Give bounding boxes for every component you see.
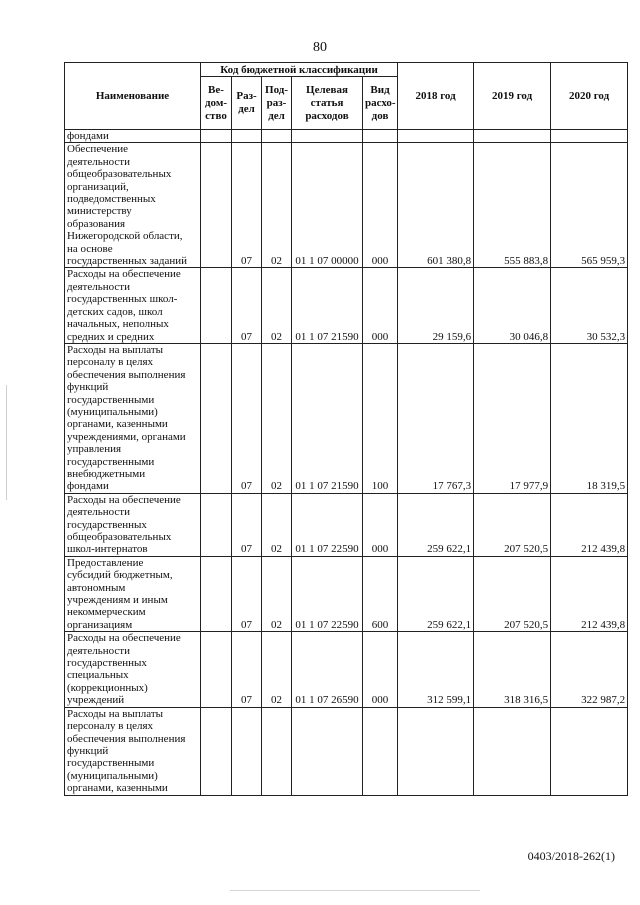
row-expense-type: 000 bbox=[363, 268, 398, 343]
header-expense-type: Вид расхо- дов bbox=[363, 77, 398, 130]
row-value-2018: 29 159,6 bbox=[398, 268, 474, 343]
row-razdel: 07 bbox=[232, 143, 262, 268]
table-row bbox=[65, 707, 628, 795]
row-value-2018: 17 767,3 bbox=[398, 343, 474, 493]
row-value-2019: 30 046,8 bbox=[474, 268, 551, 343]
table-row bbox=[65, 632, 628, 707]
row-target-article bbox=[292, 130, 363, 143]
row-name: Предоставление субсидий бюджетным, автономным учреждениям и иным некоммерческим организациям bbox=[65, 556, 201, 631]
row-value-2019: 207 520,5 bbox=[474, 493, 551, 556]
table-row bbox=[65, 556, 628, 631]
header-budget-classification: Код бюджетной классификации bbox=[201, 63, 398, 77]
row-podrazdel bbox=[262, 707, 292, 795]
row-value-2019: 207 520,5 bbox=[474, 556, 551, 631]
row-expense-type: 000 bbox=[363, 143, 398, 268]
document-code: 0403/2018-262(1) bbox=[527, 849, 615, 863]
row-name: Расходы на обеспечение деятельности государственных общеобразовательных школ-интернатов bbox=[65, 493, 201, 556]
row-podrazdel bbox=[262, 130, 292, 143]
header-vedomstvo: Ве- дом- ство bbox=[201, 77, 232, 130]
row-value-2018 bbox=[398, 707, 474, 795]
row-ved bbox=[201, 268, 232, 343]
row-value-2019: 555 883,8 bbox=[474, 143, 551, 268]
row-ved bbox=[201, 632, 232, 707]
row-podrazdel: 02 bbox=[262, 556, 292, 631]
header-podrazdel: Под- раз- дел bbox=[262, 77, 292, 130]
header-razdel: Раз- дел bbox=[232, 77, 262, 130]
header-year-2020: 2020 год bbox=[551, 63, 628, 130]
row-value-2019: 318 316,5 bbox=[474, 632, 551, 707]
row-value-2018: 259 622,1 bbox=[398, 556, 474, 631]
row-expense-type: 000 bbox=[363, 632, 398, 707]
scan-bottom-mark bbox=[230, 890, 480, 891]
row-podrazdel: 02 bbox=[262, 343, 292, 493]
header-name: Наименование bbox=[65, 63, 201, 130]
row-value-2020 bbox=[551, 707, 628, 795]
row-expense-type bbox=[363, 130, 398, 143]
row-value-2020 bbox=[551, 130, 628, 143]
header-year-2018: 2018 год bbox=[398, 63, 474, 130]
budget-table bbox=[64, 62, 628, 796]
row-name: Обеспечение деятельности общеобразовательных организаций, подведомственных министерству образования Нижегородской области, на основе государственных заданий bbox=[65, 143, 201, 268]
row-razdel: 07 bbox=[232, 556, 262, 631]
row-value-2020: 212 439,8 bbox=[551, 493, 628, 556]
row-podrazdel: 02 bbox=[262, 268, 292, 343]
header-year-2019: 2019 год bbox=[474, 63, 551, 130]
row-value-2020: 18 319,5 bbox=[551, 343, 628, 493]
row-razdel bbox=[232, 130, 262, 143]
row-expense-type: 600 bbox=[363, 556, 398, 631]
row-value-2018: 312 599,1 bbox=[398, 632, 474, 707]
row-target-article: 01 1 07 26590 bbox=[292, 632, 363, 707]
row-target-article: 01 1 07 21590 bbox=[292, 343, 363, 493]
row-value-2020: 322 987,2 bbox=[551, 632, 628, 707]
row-name: фондами bbox=[65, 130, 201, 143]
table-header bbox=[65, 63, 628, 130]
row-expense-type: 100 bbox=[363, 343, 398, 493]
row-ved bbox=[201, 556, 232, 631]
row-razdel: 07 bbox=[232, 632, 262, 707]
row-target-article: 01 1 07 21590 bbox=[292, 268, 363, 343]
row-value-2018: 601 380,8 bbox=[398, 143, 474, 268]
row-expense-type bbox=[363, 707, 398, 795]
table-row bbox=[65, 143, 628, 268]
row-value-2018 bbox=[398, 130, 474, 143]
row-value-2020: 212 439,8 bbox=[551, 556, 628, 631]
row-value-2020: 30 532,3 bbox=[551, 268, 628, 343]
table-row bbox=[65, 493, 628, 556]
row-expense-type: 000 bbox=[363, 493, 398, 556]
row-target-article bbox=[292, 707, 363, 795]
row-name: Расходы на обеспечение деятельности государственных школ- детских садов, школ начальных, неполных средних и средних bbox=[65, 268, 201, 343]
row-ved bbox=[201, 143, 232, 268]
row-ved bbox=[201, 343, 232, 493]
row-razdel bbox=[232, 707, 262, 795]
row-name: Расходы на выплаты персоналу в целях обеспечения выполнения функций государственными (муниципальными) органами, казенными учреждениями, органами управления государственными внебюджетными фондами bbox=[65, 343, 201, 493]
row-name: Расходы на выплаты персоналу в целях обеспечения выполнения функций государственными (муниципальными) органами, казенными bbox=[65, 707, 201, 795]
table-row bbox=[65, 268, 628, 343]
scan-margin-mark bbox=[6, 385, 7, 500]
header-target-article: Целевая статья расходов bbox=[292, 77, 363, 130]
table-body bbox=[65, 130, 628, 796]
row-ved bbox=[201, 707, 232, 795]
row-value-2018: 259 622,1 bbox=[398, 493, 474, 556]
row-razdel: 07 bbox=[232, 343, 262, 493]
row-name: Расходы на обеспечение деятельности государственных специальных (коррекционных) учреждений bbox=[65, 632, 201, 707]
row-razdel: 07 bbox=[232, 268, 262, 343]
table-row bbox=[65, 130, 628, 143]
row-target-article: 01 1 07 00000 bbox=[292, 143, 363, 268]
table-row bbox=[65, 343, 628, 493]
row-target-article: 01 1 07 22590 bbox=[292, 556, 363, 631]
row-value-2019 bbox=[474, 130, 551, 143]
page-number: 80 bbox=[313, 40, 327, 55]
row-target-article: 01 1 07 22590 bbox=[292, 493, 363, 556]
row-value-2019: 17 977,9 bbox=[474, 343, 551, 493]
row-podrazdel: 02 bbox=[262, 143, 292, 268]
row-value-2019 bbox=[474, 707, 551, 795]
row-ved bbox=[201, 493, 232, 556]
row-podrazdel: 02 bbox=[262, 493, 292, 556]
row-podrazdel: 02 bbox=[262, 632, 292, 707]
row-value-2020: 565 959,3 bbox=[551, 143, 628, 268]
row-razdel: 07 bbox=[232, 493, 262, 556]
row-ved bbox=[201, 130, 232, 143]
